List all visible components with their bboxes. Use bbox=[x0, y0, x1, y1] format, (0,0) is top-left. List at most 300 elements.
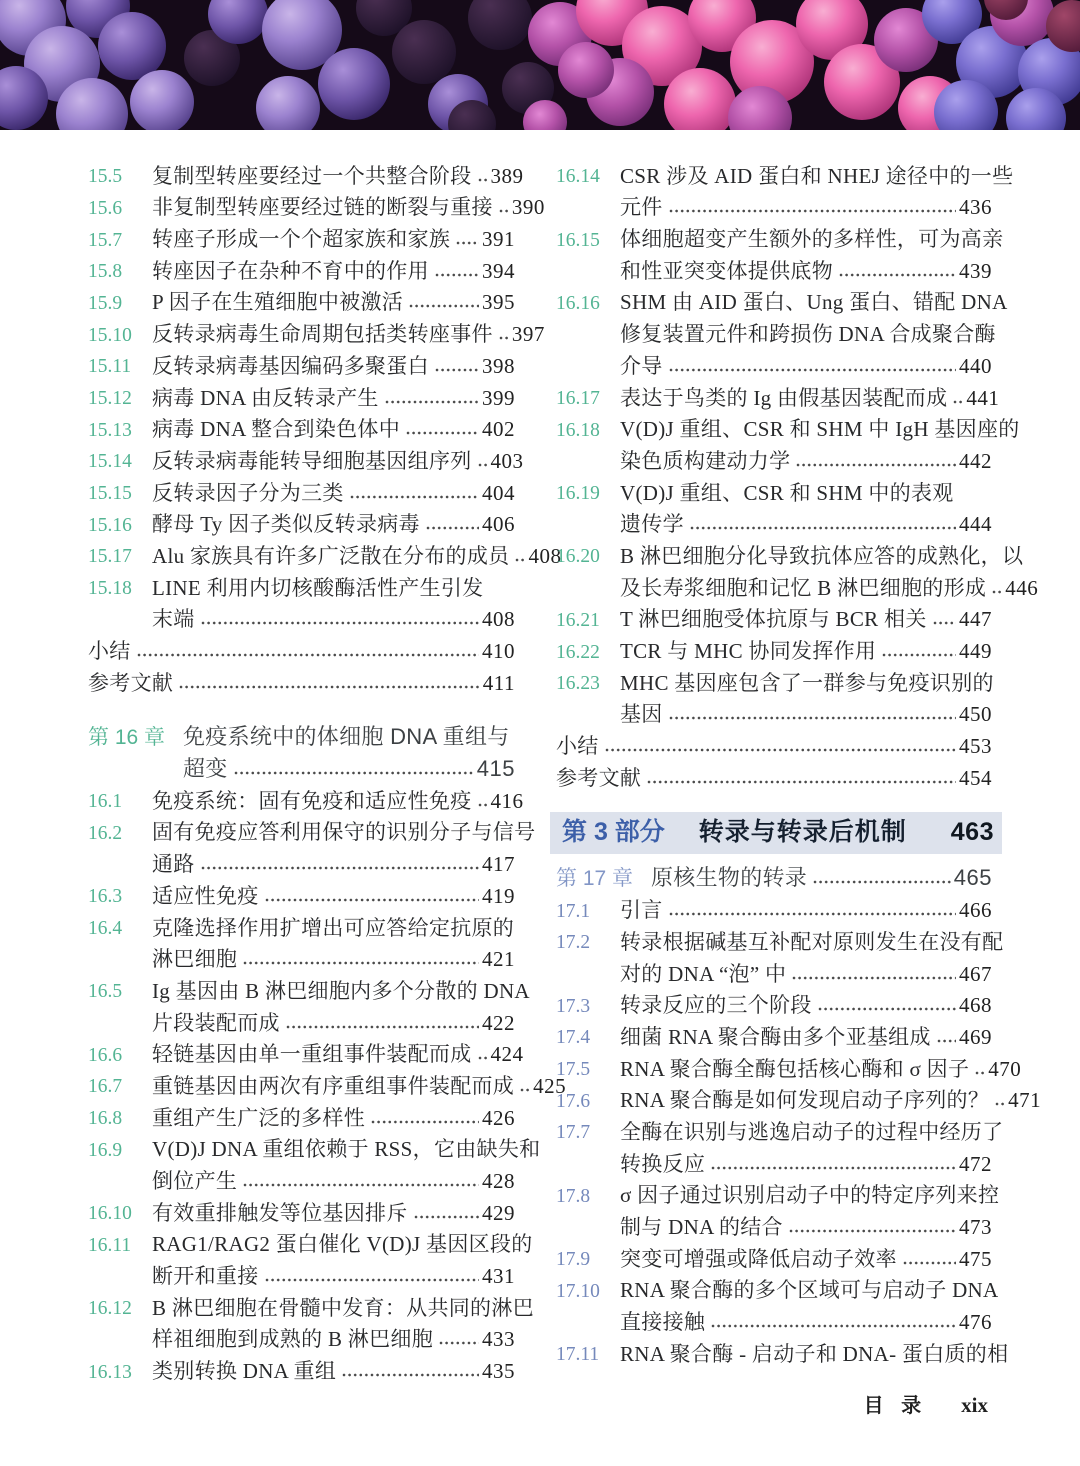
dot-leader bbox=[669, 208, 956, 214]
dot-leader bbox=[711, 1165, 956, 1171]
section-number: 17.3 bbox=[556, 995, 591, 1017]
dot-leader bbox=[953, 399, 963, 405]
entry-title: CSR 涉及 AID 蛋白和 NHEJ 途径中的一些 bbox=[620, 163, 1014, 188]
entry-title: 病毒 DNA 由反转录产生 bbox=[152, 385, 379, 410]
page-number: 391 bbox=[482, 227, 515, 252]
page-number: 465 bbox=[953, 865, 992, 891]
entry-title: σ 因子通过识别启动子中的特定序列来控 bbox=[620, 1183, 1000, 1208]
dot-leader bbox=[478, 177, 488, 183]
section-number: 16.13 bbox=[88, 1361, 132, 1383]
section-number: 16.19 bbox=[556, 483, 600, 505]
toc-row bbox=[88, 1322, 515, 1354]
entry-title: 遗传学 bbox=[620, 512, 684, 537]
dot-leader bbox=[478, 802, 488, 808]
entry-title: 和性亚突变体提供底物 bbox=[620, 258, 833, 283]
entry-title: 固有免疫应答利用保守的识别分子与信号 bbox=[152, 820, 536, 845]
dot-leader bbox=[350, 494, 479, 500]
page-number: 467 bbox=[959, 961, 992, 986]
footer-title: 目 录 bbox=[863, 1395, 928, 1417]
entry-title: 免疫系统：固有免疫和适应性免疫 bbox=[152, 788, 472, 813]
dot-leader bbox=[792, 975, 956, 981]
toc-row bbox=[88, 1195, 515, 1227]
entry-title: 转座因子在杂种不育中的作用 bbox=[152, 258, 429, 283]
section-number: 第 3 部分 bbox=[562, 818, 665, 847]
section-number: 15.17 bbox=[88, 546, 132, 568]
entry-title: 小结 bbox=[556, 734, 599, 759]
toc-row bbox=[88, 475, 515, 507]
entry-title: V(D)J DNA 重组依赖于 RSS，它由缺失和 bbox=[152, 1137, 541, 1162]
entry-title: 酵母 Ty 因子类似反转录病毒 bbox=[152, 512, 420, 537]
section-number: 17.9 bbox=[556, 1249, 591, 1271]
page-number: 454 bbox=[959, 765, 992, 790]
toc-row bbox=[556, 1241, 992, 1273]
section-number: 16.1 bbox=[88, 791, 123, 813]
toc-row bbox=[88, 878, 515, 910]
toc-row bbox=[88, 221, 515, 253]
entry-title: T 淋巴细胞受体抗原与 BCR 相关 bbox=[620, 607, 927, 632]
entry-title: 复制型转座要经过一个共整合阶段 bbox=[152, 163, 472, 188]
section-number: 16.22 bbox=[556, 641, 600, 663]
page-number: 442 bbox=[959, 448, 992, 473]
section-number: 16.21 bbox=[556, 609, 600, 631]
dot-leader bbox=[478, 462, 488, 468]
toc-row bbox=[88, 380, 515, 412]
section-number: 16.17 bbox=[556, 388, 600, 409]
section-number: 15.6 bbox=[88, 197, 123, 219]
entry-title: 原核生物的转录 bbox=[651, 865, 808, 891]
entry-title: LINE 利用内切核酸酶活性产生引发 bbox=[152, 575, 484, 600]
page-number: 476 bbox=[959, 1310, 992, 1335]
dot-leader bbox=[179, 684, 480, 690]
toc-row bbox=[556, 412, 1020, 444]
dot-leader bbox=[789, 1228, 956, 1234]
dot-leader bbox=[796, 462, 956, 468]
entry-title: 病毒 DNA 整合到染色体中 bbox=[152, 417, 401, 442]
dot-leader bbox=[933, 620, 956, 626]
page-number: 436 bbox=[959, 195, 992, 220]
page-number: 473 bbox=[959, 1215, 992, 1239]
page-number: 441 bbox=[966, 385, 1000, 410]
dot-leader bbox=[265, 1277, 480, 1283]
page-number: 406 bbox=[482, 512, 515, 537]
toc-row bbox=[556, 602, 992, 634]
entry-title: 元件 bbox=[620, 195, 663, 220]
dot-leader bbox=[234, 770, 474, 776]
toc-row bbox=[556, 728, 992, 760]
dot-leader bbox=[426, 525, 479, 531]
entry-title: 全酶在识别与逃逸启动子的过程中经历了 bbox=[620, 1119, 1004, 1144]
toc-row bbox=[556, 253, 992, 285]
toc-row bbox=[88, 412, 515, 444]
dot-leader bbox=[839, 272, 956, 278]
dot-leader bbox=[201, 865, 479, 871]
dot-leader bbox=[409, 303, 479, 309]
dot-leader bbox=[499, 335, 509, 341]
toc-row bbox=[556, 570, 1039, 602]
entry-title: 重组产生广泛的多样性 bbox=[152, 1105, 365, 1130]
entry-title: 样祖细胞到成熟的 B 淋巴细胞 bbox=[152, 1327, 434, 1352]
page-footer bbox=[864, 1389, 988, 1418]
toc-row bbox=[556, 633, 992, 665]
toc-row bbox=[556, 697, 992, 729]
page-number: 446 bbox=[1005, 575, 1039, 600]
page-number: 426 bbox=[482, 1105, 515, 1130]
page-number: 431 bbox=[482, 1264, 515, 1289]
entry-title: 非复制型转座要经过链的断裂与重接 bbox=[152, 195, 493, 220]
dot-leader bbox=[669, 715, 956, 721]
toc-row bbox=[88, 1163, 515, 1195]
dot-leader bbox=[371, 1119, 479, 1125]
entry-title: 有效重排触发等位基因排斥 bbox=[152, 1200, 408, 1225]
page-number: 395 bbox=[482, 290, 515, 315]
page-number: 435 bbox=[482, 1359, 515, 1384]
dot-leader bbox=[439, 1340, 479, 1346]
toc-row bbox=[556, 1304, 992, 1336]
dot-leader bbox=[137, 652, 479, 658]
entry-title: 转座子形成一个个超家族和家族 bbox=[152, 227, 451, 252]
page-number: 398 bbox=[482, 353, 515, 378]
section-number: 15.10 bbox=[88, 324, 132, 346]
toc-row bbox=[88, 1100, 515, 1132]
entry-title: 介导 bbox=[620, 353, 663, 378]
toc-row bbox=[556, 348, 992, 380]
toc-row bbox=[556, 507, 992, 539]
entry-title: 反转录病毒能转导细胞基因组序列 bbox=[152, 448, 472, 473]
dot-leader bbox=[499, 208, 509, 214]
section-number: 16.12 bbox=[88, 1298, 132, 1320]
section-number: 16.15 bbox=[556, 229, 600, 251]
entry-title: 免疫系统中的体细胞 DNA 重组与 bbox=[183, 724, 510, 750]
toc-row bbox=[556, 892, 992, 924]
toc-row bbox=[88, 815, 536, 847]
section-number: 16.8 bbox=[88, 1108, 123, 1130]
entry-title: 引言 bbox=[620, 898, 663, 923]
toc-row bbox=[88, 720, 515, 752]
page-number: 408 bbox=[482, 607, 515, 632]
page-number: 402 bbox=[482, 417, 515, 442]
section-number: 17.5 bbox=[556, 1059, 591, 1081]
toc-row bbox=[556, 861, 992, 893]
page-number: 450 bbox=[959, 702, 992, 727]
dot-leader bbox=[478, 1055, 488, 1061]
entry-title: 染色质构建动力学 bbox=[620, 448, 791, 473]
section-number: 16.16 bbox=[556, 292, 600, 314]
page-number: 447 bbox=[959, 607, 992, 632]
page-number: 471 bbox=[1008, 1088, 1042, 1113]
toc-row bbox=[556, 988, 992, 1020]
entry-title: 表达于鸟类的 Ig 由假基因装配而成 bbox=[620, 385, 948, 410]
toc-row bbox=[556, 221, 1004, 253]
toc-row bbox=[88, 316, 545, 348]
page-number: 449 bbox=[959, 639, 992, 663]
section-number: 16.4 bbox=[88, 918, 123, 939]
dot-leader bbox=[903, 1260, 956, 1266]
dot-leader bbox=[711, 1323, 956, 1329]
toc-row bbox=[556, 1336, 1009, 1368]
page-number: 440 bbox=[959, 353, 992, 378]
entry-title: RNA 聚合酶 - 启动子和 DNA- 蛋白质的相 bbox=[620, 1341, 1009, 1366]
page-number: 453 bbox=[959, 734, 992, 759]
toc-row bbox=[556, 1051, 1022, 1083]
dot-leader bbox=[818, 1006, 956, 1012]
entry-title: 突变可增强或降低启动子效率 bbox=[620, 1246, 897, 1271]
dot-leader bbox=[975, 1070, 985, 1076]
dot-leader bbox=[414, 1214, 479, 1220]
section-number: 16.20 bbox=[556, 546, 600, 568]
entry-title: B 淋巴细胞分化导致抗体应答的成熟化，以 bbox=[620, 543, 1024, 568]
entry-title: RNA 聚合酶是如何发现启动子序列的？ bbox=[620, 1088, 990, 1113]
page-number: 421 bbox=[482, 947, 515, 972]
toc-row bbox=[88, 1258, 515, 1290]
page-number: 422 bbox=[482, 1010, 515, 1035]
toc-row bbox=[556, 1273, 999, 1305]
section-number: 15.15 bbox=[88, 483, 132, 505]
dot-leader bbox=[882, 652, 956, 658]
page-number: 470 bbox=[988, 1056, 1022, 1081]
section-number: 16.11 bbox=[88, 1234, 132, 1256]
toc-row bbox=[88, 1005, 515, 1037]
page-number: 433 bbox=[482, 1327, 515, 1352]
toc-row bbox=[88, 665, 515, 697]
page-number: 404 bbox=[482, 480, 515, 505]
page-number: 463 bbox=[950, 818, 994, 847]
toc-row bbox=[88, 1353, 515, 1385]
section-number: 16.18 bbox=[556, 419, 600, 441]
entry-title: 对的 DNA “泡” 中 bbox=[620, 961, 787, 986]
toc-row bbox=[88, 973, 530, 1005]
toc-row bbox=[88, 190, 545, 222]
toc-row bbox=[556, 792, 992, 812]
dot-leader bbox=[435, 367, 479, 373]
cell-cluster-illustration bbox=[0, 0, 1080, 130]
toc-row bbox=[88, 697, 515, 720]
toc-row bbox=[556, 285, 1008, 317]
toc-row bbox=[556, 956, 992, 988]
section-number: 第 16 章 bbox=[88, 726, 166, 750]
toc-row bbox=[88, 570, 515, 602]
page-number: 394 bbox=[482, 258, 515, 283]
dot-leader bbox=[456, 240, 479, 246]
section-number: 16.7 bbox=[88, 1076, 123, 1098]
section-number: 16.10 bbox=[88, 1203, 132, 1225]
page-number: 417 bbox=[482, 852, 515, 877]
page-number: 429 bbox=[482, 1200, 515, 1225]
entry-title: Alu 家族具有许多广泛散在分布的成员 bbox=[152, 543, 510, 568]
section-number: 16.23 bbox=[556, 673, 600, 695]
section-number: 16.6 bbox=[88, 1044, 123, 1066]
dot-leader bbox=[992, 589, 1002, 595]
entry-title: 倒位产生 bbox=[152, 1169, 238, 1193]
page-number: 475 bbox=[959, 1246, 992, 1271]
toc-row bbox=[88, 1227, 533, 1259]
section-number: 17.11 bbox=[556, 1344, 600, 1366]
entry-title: 重链基因由两次有序重组事件装配而成 bbox=[152, 1073, 515, 1098]
toc-row bbox=[88, 602, 515, 634]
entry-title: V(D)J 重组、CSR 和 SHM 中的表观 bbox=[620, 480, 954, 505]
page-number: 469 bbox=[959, 1024, 992, 1049]
page-number: 408 bbox=[528, 543, 562, 568]
toc-row bbox=[556, 1019, 992, 1051]
dot-leader bbox=[515, 557, 525, 563]
entry-title: 修复装置元件和跨损伤 DNA 合成聚合酶 bbox=[620, 322, 996, 347]
section-number: 17.4 bbox=[556, 1027, 591, 1049]
entry-title: 参考文献 bbox=[556, 765, 642, 790]
toc-row bbox=[88, 1037, 524, 1069]
section-number: 15.18 bbox=[88, 578, 132, 600]
toc-row bbox=[556, 665, 992, 697]
toc-row bbox=[88, 751, 515, 783]
section-number: 16.14 bbox=[556, 166, 600, 188]
toc-row bbox=[88, 443, 524, 475]
dot-leader bbox=[243, 1182, 479, 1188]
toc-row bbox=[88, 1290, 534, 1322]
toc-row bbox=[88, 1068, 567, 1100]
toc-row bbox=[550, 812, 1002, 854]
entry-title: 类别转换 DNA 重组 bbox=[152, 1359, 337, 1384]
page-number: 468 bbox=[959, 993, 992, 1018]
section-number: 17.10 bbox=[556, 1280, 600, 1302]
entry-title: 超变 bbox=[183, 756, 228, 782]
section-number: 17.2 bbox=[556, 932, 591, 954]
section-number: 17.6 bbox=[556, 1090, 591, 1112]
entry-title: 基因 bbox=[620, 702, 663, 727]
entry-title: 转录根据碱基互补配对原则发生在没有配 bbox=[620, 929, 1004, 954]
entry-title: 通路 bbox=[152, 852, 195, 877]
toc-row bbox=[88, 538, 562, 570]
dot-leader bbox=[669, 911, 956, 917]
page-number: 466 bbox=[959, 898, 992, 923]
entry-title: 转换反应 bbox=[620, 1151, 706, 1176]
entry-title: 体细胞超变产生额外的多样性，可为高亲 bbox=[620, 227, 1004, 252]
toc-row bbox=[88, 253, 515, 285]
page-number: 424 bbox=[490, 1042, 524, 1067]
section-number: 17.1 bbox=[556, 900, 591, 922]
toc-column-left bbox=[88, 158, 567, 1385]
dot-leader bbox=[520, 1087, 530, 1093]
section-number: 15.16 bbox=[88, 514, 132, 536]
entry-title: 转录与转录后机制 bbox=[698, 818, 907, 847]
entry-title: MHC 基因座包含了一群参与免疫识别的 bbox=[620, 670, 994, 695]
header-image bbox=[0, 0, 1080, 130]
section-number: 15.5 bbox=[88, 166, 123, 188]
section-number: 15.7 bbox=[88, 229, 123, 251]
toc-row bbox=[556, 158, 1014, 190]
section-number: 15.8 bbox=[88, 261, 123, 283]
page-number: 403 bbox=[490, 448, 524, 473]
entry-title: 参考文献 bbox=[88, 670, 174, 695]
toc-row bbox=[88, 158, 524, 190]
page-number: 399 bbox=[482, 385, 515, 410]
section-number: 16.9 bbox=[88, 1139, 123, 1161]
section-number: 第 17 章 bbox=[556, 867, 634, 891]
toc-row bbox=[556, 538, 1024, 570]
dot-leader bbox=[605, 747, 956, 753]
dot-leader bbox=[342, 1372, 479, 1378]
toc-row bbox=[556, 443, 992, 475]
entry-title: 末端 bbox=[152, 607, 195, 632]
page-number: 472 bbox=[959, 1151, 992, 1176]
entry-title: 直接接触 bbox=[620, 1310, 706, 1335]
page-number: 439 bbox=[959, 258, 992, 283]
dot-leader bbox=[243, 960, 479, 966]
section-number: 15.9 bbox=[88, 292, 123, 314]
entry-title: TCR 与 MHC 协同发挥作用 bbox=[620, 639, 877, 663]
page-number: 390 bbox=[511, 195, 545, 220]
dot-leader bbox=[813, 879, 951, 885]
footer-page-number: xix bbox=[961, 1393, 988, 1417]
page-number: 415 bbox=[476, 756, 515, 782]
page-number: 444 bbox=[959, 512, 992, 537]
toc-row bbox=[556, 1114, 1004, 1146]
toc-column-right bbox=[556, 158, 1042, 1368]
toc-row bbox=[88, 348, 515, 380]
dot-leader bbox=[265, 897, 480, 903]
page-number: 428 bbox=[482, 1169, 515, 1193]
page-number: 425 bbox=[533, 1073, 567, 1098]
entry-title: 适应性免疫 bbox=[152, 883, 259, 908]
page-number: 410 bbox=[482, 639, 515, 663]
toc-row bbox=[88, 942, 515, 974]
entry-title: 小结 bbox=[88, 639, 131, 663]
dot-leader bbox=[406, 430, 479, 436]
toc-row bbox=[88, 783, 524, 815]
section-number: 17.8 bbox=[556, 1185, 591, 1207]
entry-title: 断开和重接 bbox=[152, 1264, 259, 1289]
toc-row bbox=[556, 854, 992, 861]
entry-title: 细菌 RNA 聚合酶由多个亚基组成 bbox=[620, 1024, 931, 1049]
toc-row bbox=[88, 1132, 541, 1164]
entry-title: 反转录病毒基因编码多聚蛋白 bbox=[152, 353, 429, 378]
entry-title: 反转录因子分为三类 bbox=[152, 480, 344, 505]
entry-title: P 因子在生殖细胞中被激活 bbox=[152, 290, 404, 315]
toc-row bbox=[556, 1209, 992, 1241]
page-number: 416 bbox=[490, 788, 524, 813]
toc-row bbox=[88, 910, 515, 942]
dot-leader bbox=[201, 620, 479, 626]
section-number: 16.3 bbox=[88, 886, 123, 908]
section-number: 17.7 bbox=[556, 1122, 591, 1144]
entry-title: V(D)J 重组、CSR 和 SHM 中 IgH 基因座的 bbox=[620, 417, 1020, 442]
dot-leader bbox=[995, 1101, 1005, 1107]
page-number: 411 bbox=[482, 670, 515, 695]
toc-row bbox=[556, 1146, 992, 1178]
toc-row bbox=[556, 475, 992, 507]
section-number: 16.5 bbox=[88, 981, 123, 1003]
toc-row bbox=[556, 380, 1000, 412]
toc-row bbox=[556, 924, 1004, 956]
entry-title: RAG1/RAG2 蛋白催化 V(D)J 基因区段的 bbox=[152, 1232, 533, 1257]
dot-leader bbox=[435, 272, 479, 278]
dot-leader bbox=[669, 367, 956, 373]
dot-leader bbox=[286, 1024, 479, 1030]
entry-title: 克隆选择作用扩增出可应答给定抗原的 bbox=[152, 915, 515, 940]
dot-leader bbox=[385, 399, 479, 405]
entry-title: 及长寿浆细胞和记忆 B 淋巴细胞的形成 bbox=[620, 575, 987, 600]
toc-row bbox=[88, 846, 515, 878]
entry-title: RNA 聚合酶的多个区域可与启动子 DNA bbox=[620, 1278, 999, 1303]
toc-row bbox=[88, 633, 515, 665]
toc-row bbox=[556, 1178, 1000, 1210]
entry-title: Ig 基因由 B 淋巴细胞内多个分散的 DNA bbox=[152, 978, 530, 1003]
toc-row bbox=[556, 316, 996, 348]
dot-leader bbox=[690, 525, 956, 531]
entry-title: 转录反应的三个阶段 bbox=[620, 993, 812, 1018]
section-number: 15.12 bbox=[88, 388, 132, 409]
entry-title: 反转录病毒生命周期包括类转座事件 bbox=[152, 322, 493, 347]
entry-title: B 淋巴细胞在骨髓中发育：从共同的淋巴 bbox=[152, 1295, 534, 1320]
toc-row bbox=[556, 1083, 1042, 1115]
entry-title: 轻链基因由单一重组事件装配而成 bbox=[152, 1042, 472, 1067]
